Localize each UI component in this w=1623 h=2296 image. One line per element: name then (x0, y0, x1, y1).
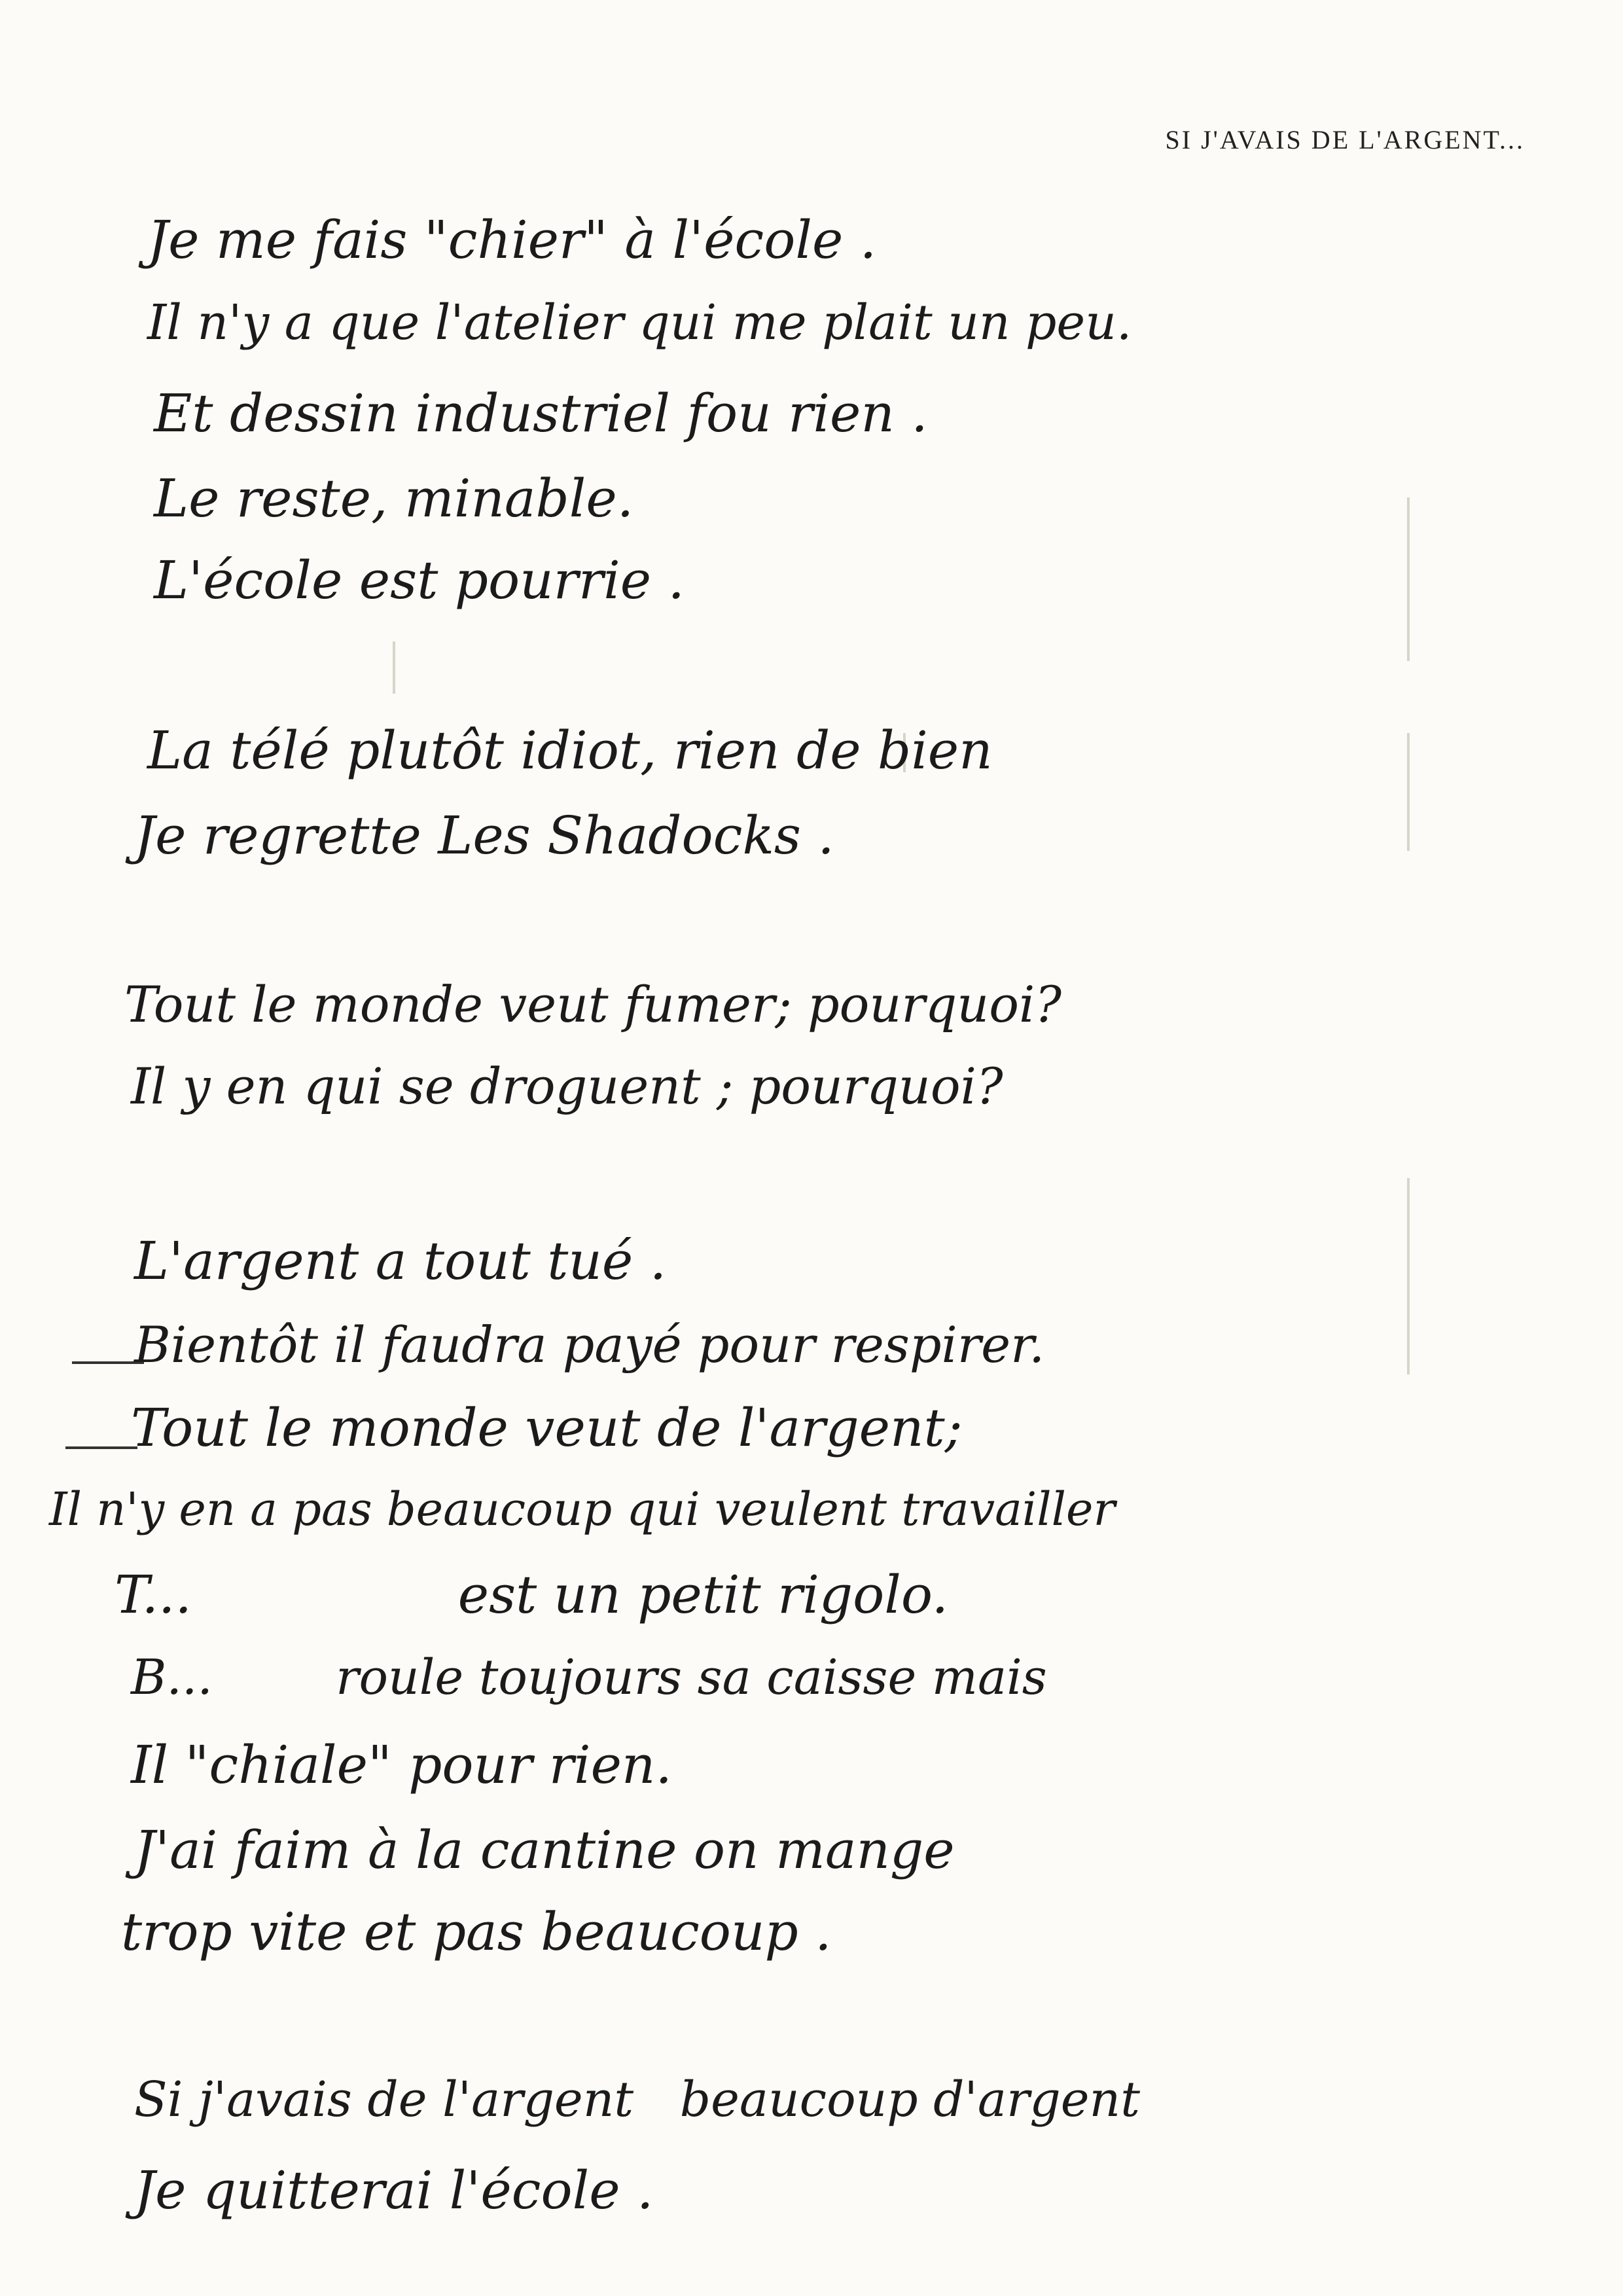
line-10: L'argent a tout tué . (134, 1230, 667, 1291)
line-16: Il "chiale" pour rien. (131, 1734, 672, 1795)
line-4: Le reste, minable. (154, 468, 634, 529)
line-3: Et dessin industriel fou rien . (154, 383, 928, 444)
line-14: T... est un petit rigolo. (115, 1564, 949, 1625)
line-17: J'ai faim à la cantine on mange (134, 1820, 955, 1880)
paper-mark (1407, 733, 1410, 851)
line-19: Si j'avais de l'argent beaucoup d'argent (134, 2072, 1140, 2128)
line-5: L'école est pourrie . (154, 550, 685, 611)
line-15: B... roule toujours sa caisse mais (131, 1649, 1047, 1706)
line-9: Il y en qui se droguent ; pourquoi? (131, 1057, 1003, 1115)
running-head: SI J'AVAIS DE L'ARGENT... (1165, 125, 1525, 154)
paper-mark (393, 641, 395, 694)
line-6: La télé plutôt idiot, rien de bien (147, 720, 993, 781)
line-12: Tout le monde veut de l'argent; (131, 1397, 963, 1458)
line-20: Je quitterai l'école . (134, 2160, 654, 2221)
margin-dash (65, 1446, 137, 1449)
line-11: Bientôt il faudra payé pour respirer. (134, 1316, 1045, 1374)
line-8: Tout le monde veut fumer; pourquoi? (124, 975, 1062, 1033)
paper-mark (1407, 497, 1410, 661)
paper-mark (1407, 1178, 1410, 1374)
line-13: Il n'y en a pas beaucoup qui veulent travailler (49, 1482, 1115, 1536)
line-18: trop vite et pas beaucoup . (121, 1901, 832, 1962)
line-7: Je regrette Les Shadocks . (134, 805, 834, 866)
line-1: Je me fais "chier" à l'école . (147, 209, 877, 270)
line-2: Il n'y a que l'atelier qui me plait un peu. (147, 295, 1132, 351)
margin-dash (72, 1361, 144, 1364)
